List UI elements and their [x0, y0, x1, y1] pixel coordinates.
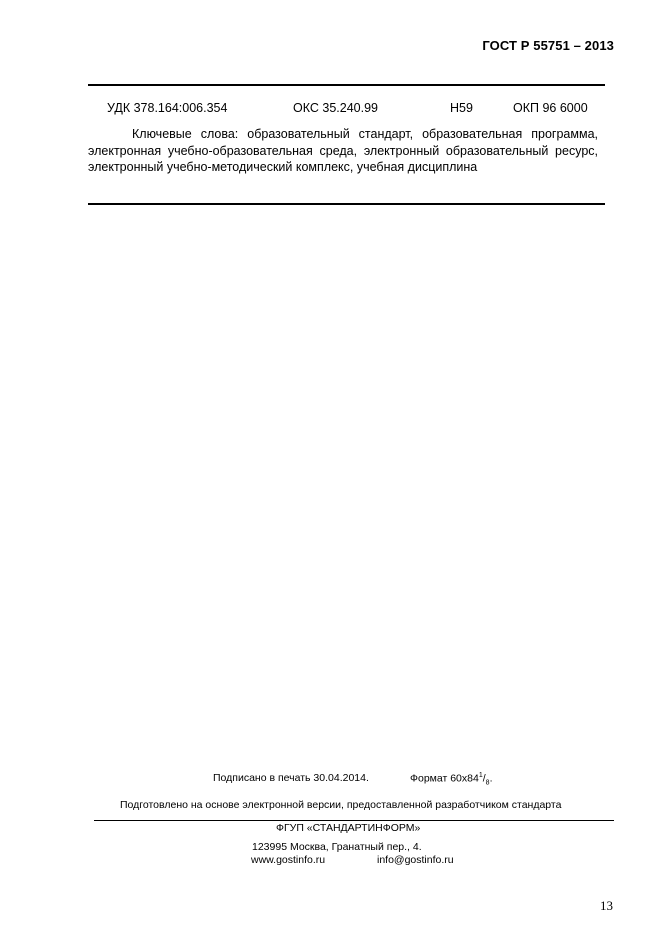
publisher-email: info@gostinfo.ru — [377, 854, 454, 866]
paper-format: Формат $60х84^1/_8$. — [410, 772, 493, 787]
publisher-rule — [94, 820, 614, 821]
top-rule — [88, 84, 605, 86]
format-numerator: 1 — [478, 772, 483, 779]
format-suffix: . — [489, 772, 493, 785]
classification-row — [107, 101, 597, 117]
prepared-note: Подготовлено на основе электронной версии, предоставленной разработчиком стандарта — [120, 799, 562, 811]
format-prefix: Формат 60х84 — [410, 772, 479, 785]
oks-code: ОКС 35.240.99 — [293, 101, 378, 115]
format-denominator: 8 — [485, 779, 490, 787]
publisher-name: ФГУП «СТАНДАРТИНФОРМ» — [276, 822, 421, 834]
keywords-bottom-rule — [88, 203, 605, 205]
okp-code: ОКП 96 6000 — [513, 101, 588, 115]
udk-code: УДК 378.164:006.354 — [107, 101, 228, 115]
keywords-paragraph: Ключевые слова: образовательный стандарт, образовательная программа, электронная учебно-образовательная среда, электронный образовательный ресурс, электронный учебно-методический комплекс, учебная дисциплина — [88, 127, 598, 174]
publisher-website: www.gostinfo.ru — [251, 854, 326, 866]
publisher-address: 123995 Москва, Гранатный пер., 4. — [252, 841, 422, 853]
page-number: 13 — [600, 898, 613, 913]
group-code: Н59 — [450, 101, 473, 115]
signed-to-print: Подписано в печать 30.04.2014. — [213, 772, 369, 784]
document-id: ГОСТ Р 55751 – 2013 — [482, 38, 614, 53]
